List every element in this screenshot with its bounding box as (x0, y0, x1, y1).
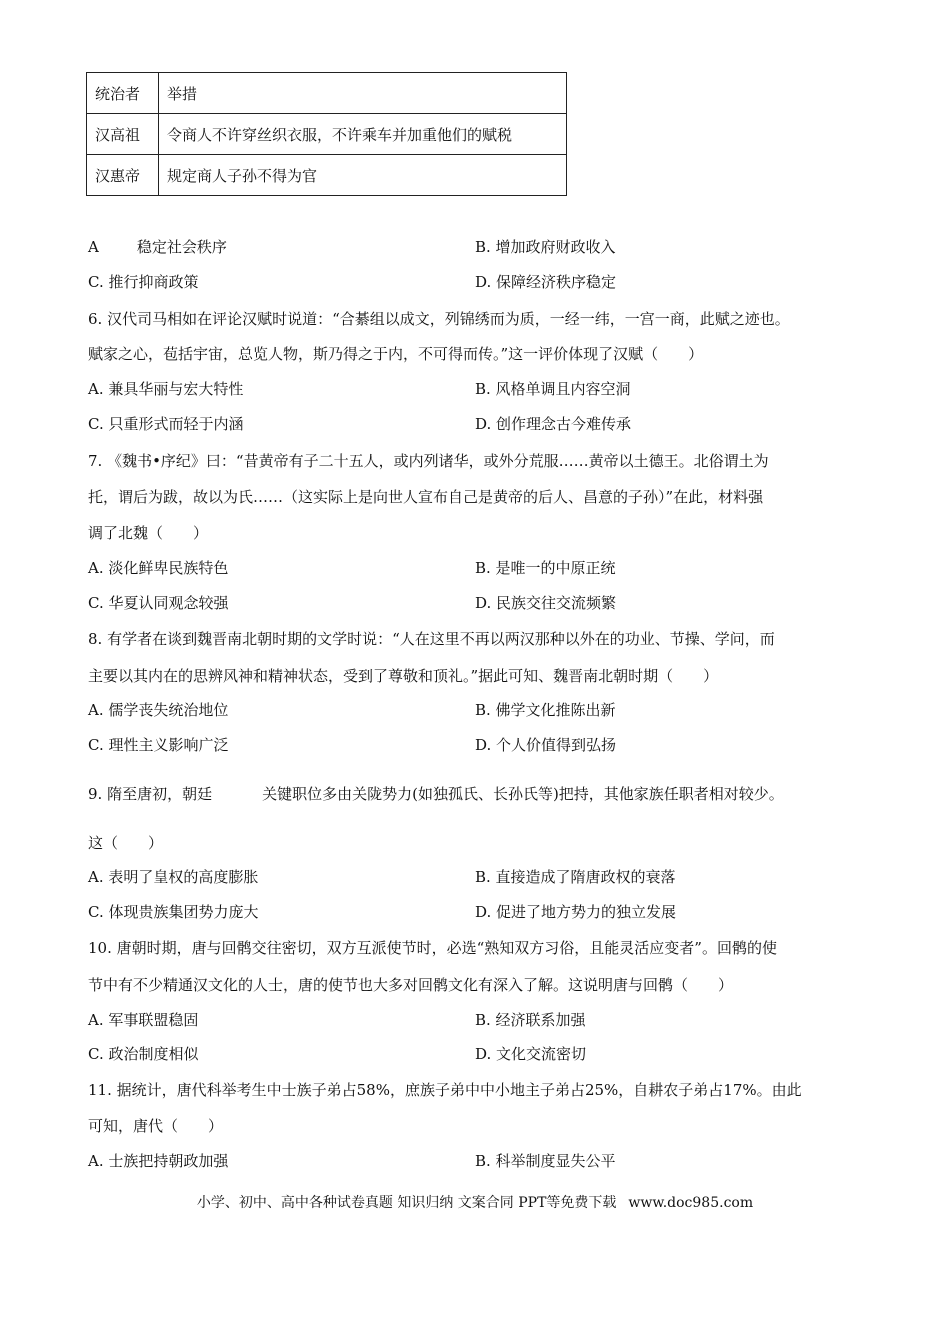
footer-text: 小学、初中、高中各种试卷真题 知识归纳 文案合同 PPT等免费下载 (196, 1195, 617, 1211)
option-label: A (88, 238, 99, 256)
q9-option-b: B. 直接造成了隋唐政权的衰落 (475, 868, 676, 886)
q7-option-d: D. 民族交往交流频繁 (475, 594, 617, 612)
q7-stem-line: 调了北魏（ ） (88, 524, 209, 542)
q6-option-d: D. 创作理念古今难传承 (475, 415, 632, 433)
table-header-row (87, 73, 567, 114)
q5-option-c: C. 推行抑商政策 (88, 273, 199, 291)
q7-option-b: B. 是唯一的中原正统 (475, 559, 616, 577)
q9-stem-part1: 9. 隋至唐初，朝廷 (88, 785, 213, 803)
q7-stem-line: 7. 《魏书•序纪》曰：“昔黄帝有子二十五人，或内列诸华，或外分荒服……黄帝以土德王。北俗谓土为 (88, 452, 769, 470)
q7-option-c: C. 华夏认同观念较强 (88, 594, 229, 612)
table-cell: 规定商人子孙不得为官 (159, 155, 567, 196)
q5-option-b: B. 增加政府财政收入 (475, 238, 616, 256)
q8-option-d: D. 个人价值得到弘扬 (475, 736, 617, 754)
q6-stem-line: 6. 汉代司马相如在评论汉赋时说道：“合綦组以成文，列锦绣而为质，一经一纬，一宫一商，此赋之迹也。 (88, 310, 790, 328)
q11-stem-line: 11. 据统计，唐代科举考生中士族子弟占58%，庶族子弟中中小地主子弟占25%，自耕农子弟占17%。由此 (88, 1081, 802, 1099)
page-footer (0, 1192, 950, 1212)
option-text: 稳定社会秩序 (136, 238, 227, 256)
q9-option-a: A. 表明了皇权的高度膨胀 (88, 868, 259, 886)
q9-stem-line: 这（ ） (88, 834, 164, 852)
q8-option-b: B. 佛学文化推陈出新 (475, 701, 616, 719)
table-cell: 汉惠帝 (87, 155, 159, 196)
measures-table (86, 72, 567, 196)
q6-option-c: C. 只重形式而轻于内涵 (88, 415, 244, 433)
q8-stem-line: 主要以其内在的思辨风神和精神状态，受到了尊敬和顶礼。”据此可知、魏晋南北朝时期（ ） (88, 667, 719, 685)
q9-option-c: C. 体现贵族集团势力庞大 (88, 903, 259, 921)
table-row (87, 114, 567, 155)
q11-option-b: B. 科举制度显失公平 (475, 1152, 616, 1170)
q9-stem-part2: 关键职位多由关陇势力(如独孤氏、长孙氏等)把持，其他家族任职者相对较少。 (262, 785, 784, 803)
q11-stem-line: 可知，唐代（ ） (88, 1117, 224, 1135)
q10-option-a: A. 军事联盟稳固 (88, 1011, 199, 1029)
table-header-cell: 举措 (159, 73, 567, 114)
q5-option-d: D. 保障经济秩序稳定 (475, 273, 617, 291)
table-row (87, 155, 567, 196)
q8-option-a: A. 儒学丧失统治地位 (88, 701, 229, 719)
footer-url: www.doc985.com (628, 1195, 754, 1211)
q7-stem-line: 托，谓后为跋，故以为氏……（这实际上是向世人宣布自己是黄帝的后人、昌意的子孙）”在此，材料强 (88, 488, 764, 506)
q10-option-d: D. 文化交流密切 (475, 1045, 587, 1063)
q8-stem-line: 8. 有学者在谈到魏晋南北朝时期的文学时说：“人在这里不再以两汉那种以外在的功业、节操、学问，而 (88, 630, 775, 648)
table-cell: 令商人不许穿丝织衣服，不许乘车并加重他们的赋税 (159, 114, 567, 155)
q8-option-c: C. 理性主义影响广泛 (88, 736, 229, 754)
q11-option-a: A. 士族把持朝政加强 (88, 1152, 229, 1170)
q9-stem-line (88, 784, 784, 804)
q7-option-a: A. 淡化鲜卑民族特色 (88, 559, 229, 577)
table-header-cell: 统治者 (87, 73, 159, 114)
q10-stem-line: 10. 唐朝时期，唐与回鹘交往密切，双方互派使节时，必选“熟知双方习俗，且能灵活应变者”。回鹘的使 (88, 939, 777, 957)
q9-option-d: D. 促进了地方势力的独立发展 (475, 903, 677, 921)
q10-option-b: B. 经济联系加强 (475, 1011, 586, 1029)
q10-stem-line: 节中有不少精通汉文化的人士，唐的使节也大多对回鹘文化有深入了解。这说明唐与回鹘（ ） (88, 976, 734, 994)
q6-stem-line: 赋家之心，苞括宇宙，总览人物，斯乃得之于内，不可得而传。”这一评价体现了汉赋（ ） (88, 345, 704, 363)
q6-option-a: A. 兼具华丽与宏大特性 (88, 380, 244, 398)
q5-option-a (88, 237, 227, 257)
table-cell: 汉高祖 (87, 114, 159, 155)
q10-option-c: C. 政治制度相似 (88, 1045, 199, 1063)
q6-option-b: B. 风格单调且内容空洞 (475, 380, 631, 398)
